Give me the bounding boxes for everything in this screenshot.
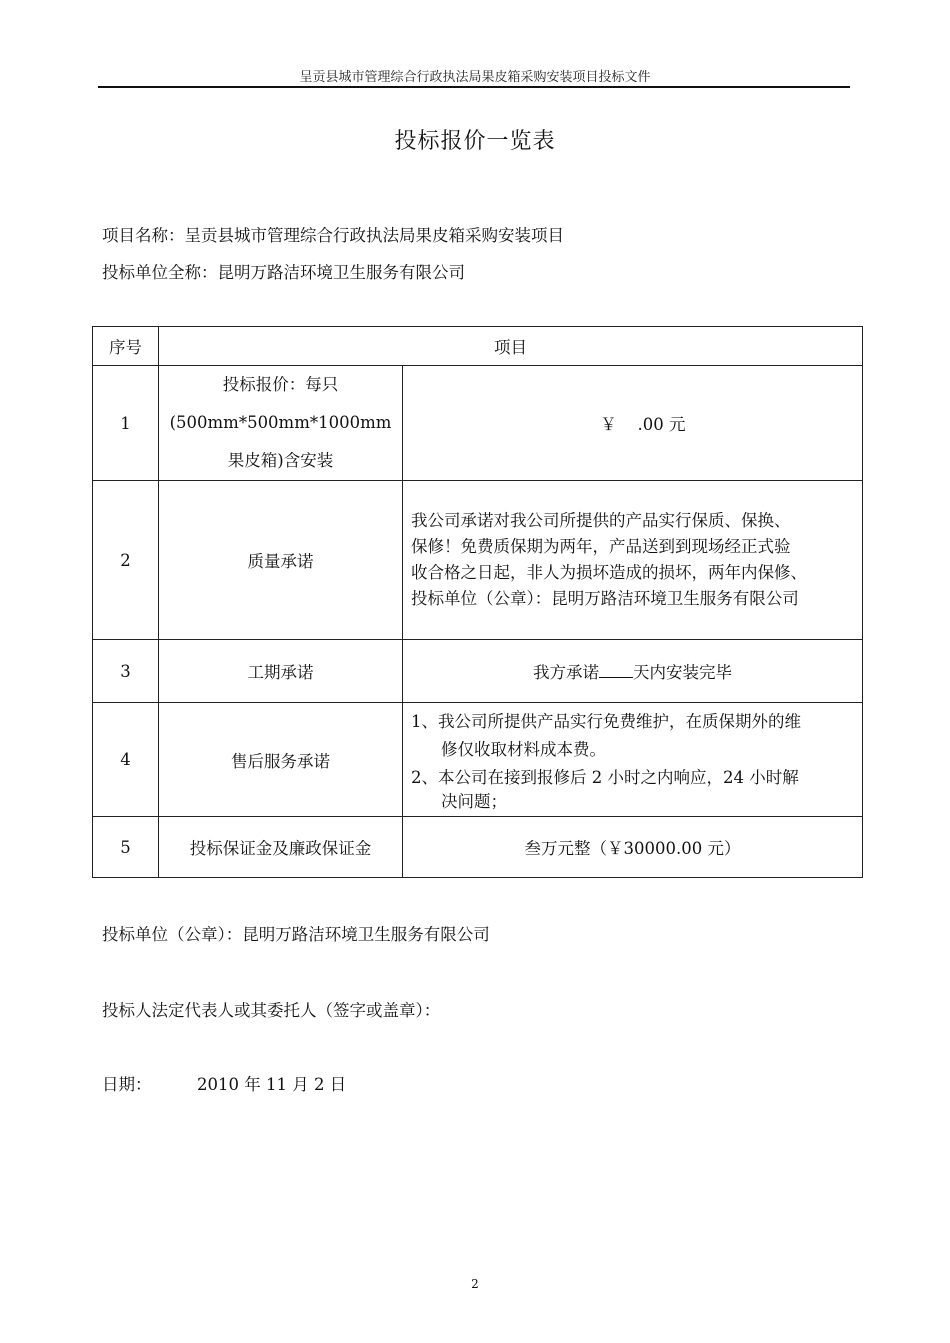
row-item bbox=[159, 366, 403, 481]
row-item-line: 投标报价：每只 bbox=[222, 375, 339, 394]
service-line: 修仅收取材料成本费。 bbox=[441, 739, 606, 759]
service-line: 决问题； bbox=[441, 791, 507, 811]
schedule-suffix: 天内安装完毕 bbox=[633, 663, 732, 682]
price-amount: .00 元 bbox=[637, 415, 686, 434]
days-blank bbox=[599, 663, 633, 678]
signature-line: 投标人法定代表人或其委托人（签字或盖章）： bbox=[102, 1001, 441, 1020]
schedule-prefix: 我方承诺 bbox=[533, 663, 599, 682]
page-number: 2 bbox=[471, 1277, 479, 1291]
row-value: 叁万元整（￥30000.00 元） bbox=[403, 817, 863, 878]
pledge-line: 收合格之日起，非人为损坏造成的损坏，两年内保修、 bbox=[411, 563, 807, 582]
row-index: 2 bbox=[93, 481, 159, 640]
row-item-line: 果皮箱)含安装 bbox=[227, 451, 334, 470]
row-index: 3 bbox=[93, 640, 159, 703]
row-index: 1 bbox=[93, 366, 159, 481]
row-index: 4 bbox=[93, 703, 159, 817]
quality-pledge-text bbox=[403, 508, 862, 612]
currency-symbol: ￥ bbox=[600, 415, 617, 434]
table-row bbox=[93, 640, 863, 703]
header-index-cell: 序号 bbox=[93, 327, 159, 366]
service-line: 1、我公司所提供产品实行免费维护，在质保期外的维 bbox=[411, 711, 801, 731]
date-line bbox=[102, 1071, 346, 1095]
row-value bbox=[403, 640, 863, 703]
service-line: 2、本公司在接到报修后 2 小时之内响应，24 小时解 bbox=[411, 767, 799, 787]
row-item: 投标保证金及廉政保证金 bbox=[159, 817, 403, 878]
header-item-cell: 项目 bbox=[159, 327, 863, 366]
row-value bbox=[403, 481, 863, 640]
bidder-name-line: 投标单位全称：昆明万路洁环境卫生服务有限公司 bbox=[102, 263, 465, 282]
row-index: 5 bbox=[93, 817, 159, 878]
pledge-line: 我公司承诺对我公司所提供的产品实行保质、保换、 bbox=[411, 511, 791, 530]
date-value: 2010 年 11 月 2 日 bbox=[197, 1075, 347, 1094]
project-name-line: 项目名称：呈贡县城市管理综合行政执法局果皮箱采购安装项目 bbox=[102, 226, 564, 245]
header-rule bbox=[98, 86, 850, 88]
pledge-line: 投标单位（公章）：昆明万路洁环境卫生服务有限公司 bbox=[411, 589, 799, 608]
row-price-value bbox=[403, 366, 863, 481]
row-item-line: (500mm*500mm*1000mm bbox=[169, 413, 392, 432]
row-item: 工期承诺 bbox=[159, 640, 403, 703]
seal-line: 投标单位（公章）：昆明万路洁环境卫生服务有限公司 bbox=[102, 925, 490, 944]
page-title: 投标报价一览表 bbox=[394, 129, 556, 154]
after-sales-list bbox=[403, 708, 862, 812]
row-item: 质量承诺 bbox=[159, 481, 403, 640]
running-header: 呈贡县城市管理综合行政执法局果皮箱采购安装项目投标文件 bbox=[299, 70, 651, 85]
pledge-line: 保修！免费质保期为两年，产品送到到现场经正式验 bbox=[411, 537, 791, 556]
table-row bbox=[93, 817, 863, 878]
row-value bbox=[403, 703, 863, 817]
table-header-row bbox=[93, 327, 863, 366]
date-label: 日期： bbox=[102, 1075, 152, 1094]
table-row bbox=[93, 703, 863, 817]
table-row bbox=[93, 366, 863, 481]
bid-price-table bbox=[92, 326, 863, 878]
row-item: 售后服务承诺 bbox=[159, 703, 403, 817]
table-row bbox=[93, 481, 863, 640]
